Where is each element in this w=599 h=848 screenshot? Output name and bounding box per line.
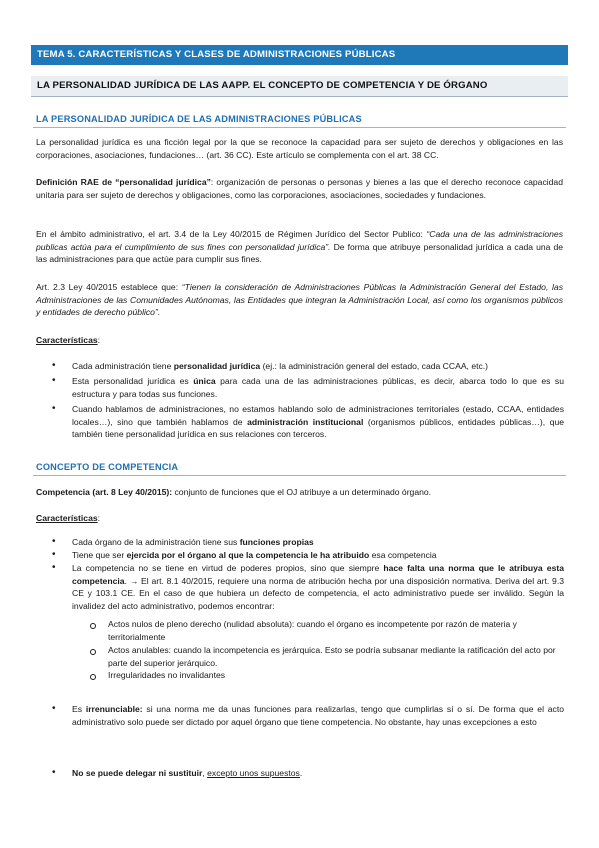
- list-item-text: para cada una de las administraciones públicas, es decir, abarca todo lo que es su estructura y para todas sus funciones.: [72, 376, 564, 399]
- list-item-bold: hace falta una norma que le atribuya esta competencia: [72, 563, 564, 586]
- paragraph-competencia-def: [36, 486, 563, 499]
- bullet-icon: •: [52, 562, 56, 573]
- list-item-bold: administración institucional: [247, 416, 364, 427]
- list-item-text: (organismos públicos, entidades públicas…), que también tiene personalidad jurídica en sus relaciones con terceros.: [72, 416, 565, 439]
- list-item: [72, 562, 564, 612]
- paragraph-definicion: La personalidad jurídica es una ficción legal por la que se reconoce la capacidad para ser sujeto de derechos y obligaciones en las corporaciones, asociaciones, fundaciones… (art. 36 CC). Este artículo se complementa con el art. 38 CC.: [36, 137, 563, 160]
- bullet-icon: •: [52, 375, 56, 386]
- list-item-text: ,: [202, 768, 208, 778]
- list-item-text: Cada órgano de la administración tiene sus: [72, 537, 240, 547]
- competencia-definition: conjunto de funciones que el OJ atribuye a un determinado órgano.: [172, 487, 432, 497]
- list-item-text: (ej.: la administración general del estado, cada CCAA, etc.): [260, 361, 489, 371]
- list-item-text: . → El art. 8.1 40/2015, requiere una norma de atribución hecha por una disposición normativa. Deriva del art. 9.3 CE y 103.1 CE. En el caso de que hubiera un defecto de competencia, el acto administrativo puede ser inválido. Según la invalidez del acto administrativo, podemos encontrar:: [72, 575, 564, 611]
- bullet-icon: •: [52, 536, 56, 547]
- sub-list-item: Actos anulables: cuando la incompetencia es jerárquica. Esto se podría subsanar mediante la ratificación del acto por parte del superior jerárquico.: [108, 645, 556, 668]
- p4-intro: Art. 2.3 Ley 40/2015 establece que:: [36, 282, 182, 292]
- list-item-bold: irrenunciable:: [85, 704, 143, 714]
- sub-list-item: Actos nulos de pleno derecho (nulidad absoluta): cuando el órgano es incompetente por razón de materia y territorialmente: [108, 619, 517, 642]
- paragraph-rae: [36, 176, 563, 201]
- list-item-text: La competencia no se tiene en virtud de poderes propios, sino que siempre: [72, 563, 384, 573]
- list-item-text: Cuando hablamos de administraciones, no estamos hablando solo de administraciones territoriales (estado, CCAA, entidades locales…), sino que también hablamos de: [72, 404, 564, 427]
- list-item-bold: No se puede delegar ni sustituir: [72, 768, 203, 778]
- caracteristicas-label: [36, 512, 563, 525]
- list-item-text: esa competencia: [369, 550, 437, 560]
- circle-bullet-icon: [90, 623, 96, 629]
- sub-list-item: Irregularidades no invalidantes: [108, 670, 226, 680]
- list-item: [72, 549, 564, 562]
- rae-definition: : organización de personas o personas y bienes a las que el derecho reconoce capacidad unitaria para ser sujeto de derechos y obligaciones, como las corporaciones, asociaciones, sociedades y fundaciones.: [36, 177, 563, 200]
- section-divider: [33, 475, 566, 476]
- list-item-text: Es: [72, 704, 86, 714]
- bullet-icon: •: [52, 549, 56, 560]
- list-item-underlined: excepto unos supuestos: [207, 768, 300, 778]
- list-item-bold: personalidad jurídica: [173, 361, 261, 371]
- list-item-text: si una norma me da unas funciones para realizarlas, tengo que cumplirlas sí o sí. De forma que el acto administrativo solo puede ser dictado por aquel órgano que tiene competencia. No obstante, hay unas excepciones a esto: [72, 704, 565, 727]
- list-item: [72, 703, 564, 728]
- p3-intro: En el ámbito administrativo, el art. 3.4 de la Ley 40/2015 de Régimen Jurídico del Sector Publico:: [36, 229, 427, 239]
- list-item-bold: única: [193, 376, 216, 386]
- list-item-text: Cada administración tiene: [72, 361, 174, 371]
- bullet-icon: •: [52, 767, 56, 778]
- list-item-text: .: [299, 768, 303, 778]
- p3-rest: De forma que atribuye personalidad jurídica a cada una de las administraciones para que actúe para cumplir sus fines.: [36, 241, 563, 264]
- bullet-icon: •: [52, 703, 56, 714]
- section-divider: [33, 127, 566, 128]
- p4-quote: “Tienen la consideración de Administraciones Públicas la Administración General del Estado, las Administraciones de las Comunidades Autónomas, las Entidades que integran la Administración Local, así como los organismos públicos y entidades de derecho público”.: [36, 282, 563, 317]
- bullet-icon: •: [52, 403, 56, 414]
- caracteristicas-label-text: Características: [36, 335, 98, 345]
- list-item: [72, 375, 564, 400]
- p3-quote: “Cada una de las administraciones publicas actúa para el cumplimiento de sus fines con personalidad jurídica”.: [36, 229, 564, 252]
- list-item-text: Esta personalidad jurídica es: [72, 376, 194, 386]
- list-item: [72, 767, 564, 780]
- list-item: [72, 360, 564, 373]
- subtitle-banner: LA PERSONALIDAD JURÍDICA DE LAS AAPP. EL CONCEPTO DE COMPETENCIA Y DE ÓRGANO: [31, 76, 568, 97]
- list-item: [72, 536, 564, 549]
- paragraph-ley-40-2015: [36, 228, 563, 266]
- list-item-bold: ejercida por el órgano al que la competencia le ha atribuido: [126, 550, 370, 560]
- caracteristicas-colon: :: [97, 335, 101, 345]
- caracteristicas-label: [36, 334, 563, 347]
- circle-bullet-icon: [90, 674, 96, 680]
- rae-term: Definición RAE de “personalidad jurídica”: [36, 177, 211, 187]
- competencia-term: Competencia (art. 8 Ley 40/2015):: [36, 487, 173, 497]
- tema-banner: TEMA 5. CARACTERÍSTICAS Y CLASES DE ADMINISTRACIONES PÚBLICAS: [31, 45, 568, 65]
- circle-bullet-icon: [90, 649, 96, 655]
- caracteristicas-colon: :: [97, 513, 101, 523]
- paragraph-art-2-3: [36, 281, 563, 319]
- caracteristicas-label-text: Características: [36, 513, 98, 523]
- bullet-icon: •: [52, 360, 56, 371]
- section-heading-personalidad: LA PERSONALIDAD JURÍDICA DE LAS ADMINISTRACIONES PÚBLICAS: [36, 114, 362, 124]
- list-item-text: Tiene que ser: [72, 550, 127, 560]
- section-heading-competencia: CONCEPTO DE COMPETENCIA: [36, 462, 179, 472]
- list-item: [72, 403, 564, 441]
- list-item-bold: funciones propias: [239, 537, 314, 547]
